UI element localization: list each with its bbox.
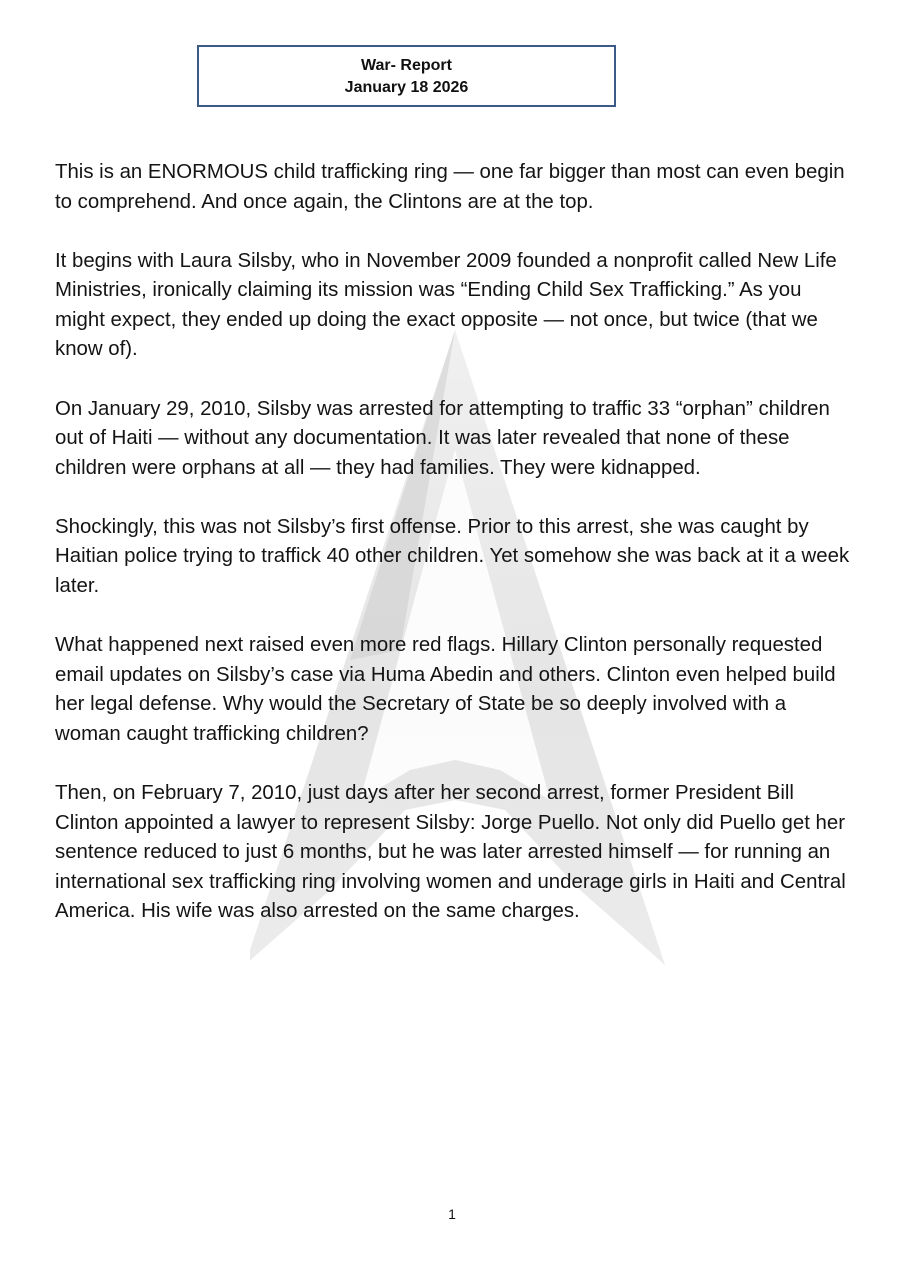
report-title: War- Report — [361, 57, 452, 74]
paragraph-2: It begins with Laura Silsby, who in November 2009 founded a nonprofit called New Life Ministries, ironically claiming its mission was “Ending Child Sex Trafficking.” As you might expect, they ended up doing the exact opposite — not once, but twice (that we know of). — [55, 249, 837, 361]
report-header-box — [197, 45, 616, 107]
paragraph-1: This is an ENORMOUS child trafficking ring — one far bigger than most can even begin to comprehend. And once again, the Clintons are at the top. — [55, 161, 845, 213]
paragraph-4: Shockingly, this was not Silsby’s first offense. Prior to this arrest, she was caught by Haitian police trying to traffick 40 other children. Yet somehow she was back at it a week later. — [55, 515, 850, 598]
report-date: January 18 2026 — [344, 79, 469, 96]
page-number: 1 — [448, 1206, 456, 1222]
paragraph-3: On January 29, 2010, Silsby was arrested for attempting to traffic 33 “orphan” children out of Haiti — without any documentation. It was later revealed that none of these children were orphans at all — they had families. They were kidnapped. — [55, 397, 830, 479]
paragraph-5: What happened next raised even more red flags. Hillary Clinton personally requested email updates on Silsby’s case via Huma Abedin and others. Clinton even helped build her legal defense. Why would the Secretary of State be so deeply involved with a woman caught trafficking children? — [55, 634, 836, 745]
article-body — [55, 158, 855, 956]
paragraph-6: Then, on February 7, 2010, just days after her second arrest, former President Bill Clinton appointed a lawyer to represent Silsby: Jorge Puello. Not only did Puello get her sentence reduced to just 6 months, but he was later arrested himself — for running an international sex trafficking ring involving women and underage girls in Haiti and Central America. His wife was also arrested on the same charges. — [55, 782, 846, 923]
